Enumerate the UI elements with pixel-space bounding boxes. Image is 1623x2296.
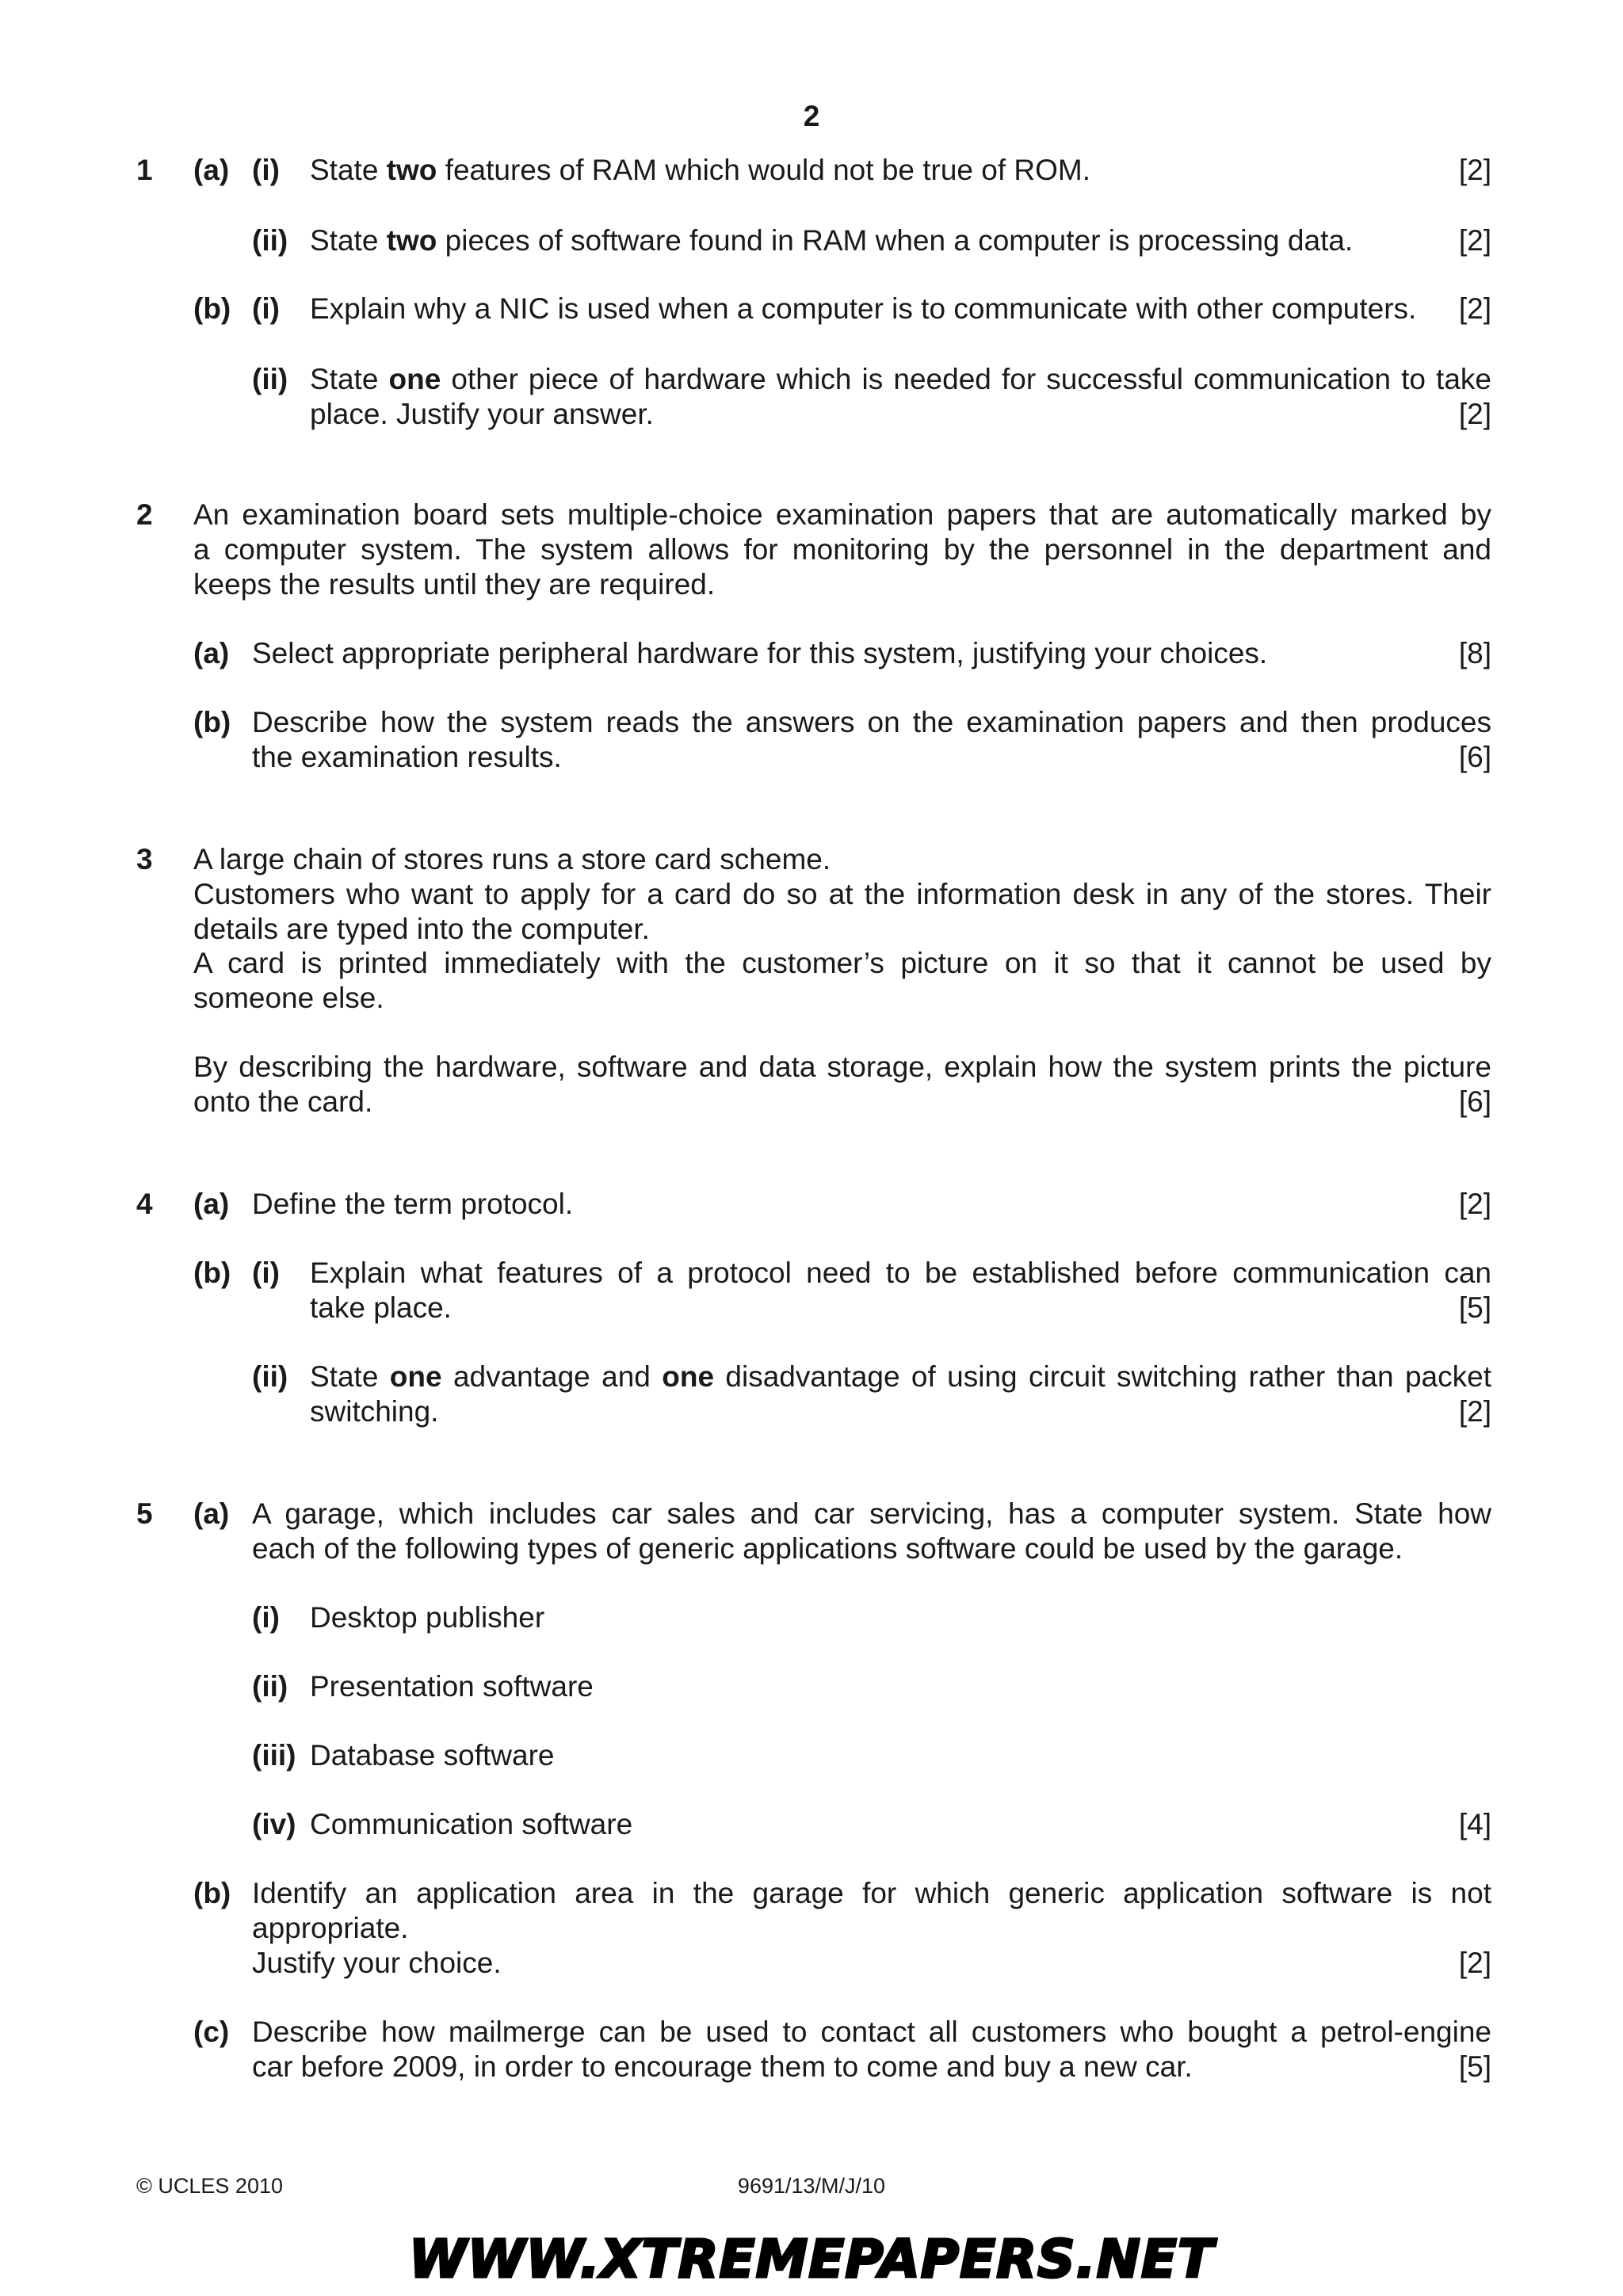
- question-text: A card is printed immediately with the customer’s picture on it so that it cannot be used by: [193, 947, 1491, 979]
- text-line: [0, 1806, 1623, 1844]
- question-text: Describe how mailmerge can be used to contact all customers who bought a petrol-engine: [252, 2016, 1491, 2048]
- part-label: (a): [193, 637, 230, 669]
- question-number: 5: [136, 1497, 153, 1530]
- mark-allocation: [6]: [1458, 1085, 1491, 1118]
- text-line: [0, 290, 1623, 328]
- watermark-logo: [0, 2226, 1623, 2294]
- question-text: take place.: [310, 1291, 452, 1324]
- subpart-label: (ii): [252, 363, 288, 395]
- question-text: Identify an application area in the garage for which generic application software is not: [252, 1877, 1491, 1909]
- text-line: [0, 1737, 1623, 1775]
- footer-paper-code: 9691/13/M/J/10: [737, 2174, 886, 2198]
- text-line: [0, 566, 1623, 604]
- part-label: (b): [193, 706, 231, 738]
- text-line: [0, 979, 1623, 1017]
- question-text: State two pieces of software found in RAM when a computer is processing data.: [310, 224, 1354, 257]
- question-text: Describe how the system reads the answers on the examination papers and then produces: [252, 706, 1491, 738]
- part-label: (b): [193, 292, 231, 325]
- question-text: switching.: [310, 1395, 439, 1428]
- subpart-label: (ii): [252, 224, 288, 257]
- watermark-logo-graphic: [409, 2226, 1214, 2290]
- question-text: Explain why a NIC is used when a computer is to communicate with other computers.: [310, 292, 1417, 325]
- question-text: State one advantage and one disadvantage of using circuit switching rather than packet: [310, 1360, 1491, 1393]
- text-line: [0, 151, 1623, 189]
- text-line: [0, 1185, 1623, 1223]
- mark-allocation: [4]: [1458, 1808, 1491, 1840]
- text-line: [0, 944, 1623, 982]
- mark-allocation: [2]: [1458, 224, 1491, 257]
- subpart-label: (i): [252, 1601, 280, 1634]
- text-line: [0, 704, 1623, 742]
- text-line: [0, 1495, 1623, 1533]
- text-line: [0, 1289, 1623, 1327]
- text-line: [0, 1393, 1623, 1431]
- mark-allocation: [8]: [1458, 637, 1491, 669]
- question-text: car before 2009, in order to encourage them to come and buy a new car.: [252, 2050, 1193, 2083]
- question-text: place. Justify your answer.: [310, 398, 654, 430]
- text-line: [0, 222, 1623, 260]
- question-text: A garage, which includes car sales and car servicing, has a computer system. State how: [252, 1497, 1491, 1530]
- question-text: By describing the hardware, software and data storage, explain how the system prints the picture: [193, 1051, 1491, 1083]
- text-line: [0, 1875, 1623, 1913]
- question-text: Communication software: [310, 1808, 633, 1840]
- question-number: 2: [136, 498, 153, 531]
- mark-allocation: [6]: [1458, 741, 1491, 773]
- question-text: Desktop publisher: [310, 1601, 545, 1634]
- text-line: [0, 395, 1623, 433]
- text-line: [0, 1944, 1623, 1982]
- question-text: A large chain of stores runs a store card scheme.: [193, 843, 831, 875]
- subpart-label: (iv): [252, 1808, 296, 1840]
- subpart-label: (i): [252, 1257, 280, 1289]
- text-line: [0, 496, 1623, 534]
- subpart-label: (i): [252, 154, 280, 186]
- part-label: (b): [193, 1257, 231, 1289]
- question-text: Presentation software: [310, 1670, 594, 1703]
- question-text: details are typed into the computer.: [193, 913, 650, 945]
- text-line: [0, 1254, 1623, 1292]
- text-line: [0, 1530, 1623, 1568]
- question-text: each of the following types of generic applications software could be used by the garage.: [252, 1532, 1403, 1565]
- question-text: keeps the results until they are required.: [193, 568, 716, 601]
- question-text: Customers who want to apply for a card do so at the information desk in any of the stores. Their: [193, 878, 1491, 910]
- question-text: Explain what features of a protocol need to be established before communication can: [310, 1257, 1491, 1289]
- mark-allocation: [2]: [1458, 1188, 1491, 1220]
- question-text: the examination results.: [252, 741, 562, 773]
- question-text: onto the card.: [193, 1085, 373, 1118]
- footer-copyright: © UCLES 2010: [136, 2174, 283, 2198]
- mark-allocation: [2]: [1458, 398, 1491, 430]
- text-line: [0, 635, 1623, 673]
- question-text: appropriate.: [252, 1912, 409, 1944]
- question-text: An examination board sets multiple-choice examination papers that are automatically marked by: [193, 498, 1491, 531]
- text-line: [0, 2048, 1623, 2086]
- question-number: 1: [136, 154, 153, 186]
- question-number: 3: [136, 843, 153, 875]
- text-line: [0, 1358, 1623, 1396]
- text-line: [0, 841, 1623, 879]
- subpart-label: (ii): [252, 1670, 288, 1703]
- question-text: someone else.: [193, 982, 384, 1014]
- text-line: [0, 1048, 1623, 1086]
- mark-allocation: [5]: [1458, 1291, 1491, 1324]
- part-label: (a): [193, 154, 230, 186]
- text-line: [0, 2013, 1623, 2051]
- text-line: [0, 1668, 1623, 1706]
- question-text: Select appropriate peripheral hardware for this system, justifying your choices.: [252, 637, 1268, 669]
- text-line: [0, 910, 1623, 948]
- part-label: (c): [193, 2016, 230, 2048]
- text-line: [0, 360, 1623, 399]
- page-number: 2: [803, 100, 820, 132]
- question-text: Justify your choice.: [252, 1947, 502, 1979]
- text-line: [0, 1083, 1623, 1121]
- mark-allocation: [5]: [1458, 2050, 1491, 2083]
- subpart-label: (ii): [252, 1360, 288, 1393]
- mark-allocation: [2]: [1458, 292, 1491, 325]
- question-text: a computer system. The system allows for monitoring by the personnel in the department and: [193, 533, 1491, 566]
- mark-allocation: [2]: [1458, 1395, 1491, 1428]
- part-label: (b): [193, 1877, 231, 1909]
- question-number: 4: [136, 1188, 153, 1220]
- question-text: Database software: [310, 1739, 555, 1772]
- part-label: (a): [193, 1188, 230, 1220]
- text-line: [0, 1599, 1623, 1637]
- text-line: [0, 531, 1623, 569]
- part-label: (a): [193, 1497, 230, 1530]
- mark-allocation: [2]: [1458, 154, 1491, 186]
- question-text: State one other piece of hardware which is needed for successful communication to take: [310, 363, 1491, 395]
- watermark-text: WWW.XTREMEPAPERS.NET: [409, 2229, 1214, 2290]
- question-text: State two features of RAM which would not be true of ROM.: [310, 154, 1091, 186]
- question-text: Define the term protocol.: [252, 1188, 574, 1220]
- text-line: [0, 738, 1623, 776]
- text-line: [0, 1909, 1623, 1947]
- subpart-label: (iii): [252, 1739, 296, 1772]
- text-line: [0, 875, 1623, 913]
- subpart-label: (i): [252, 292, 280, 325]
- mark-allocation: [2]: [1458, 1947, 1491, 1979]
